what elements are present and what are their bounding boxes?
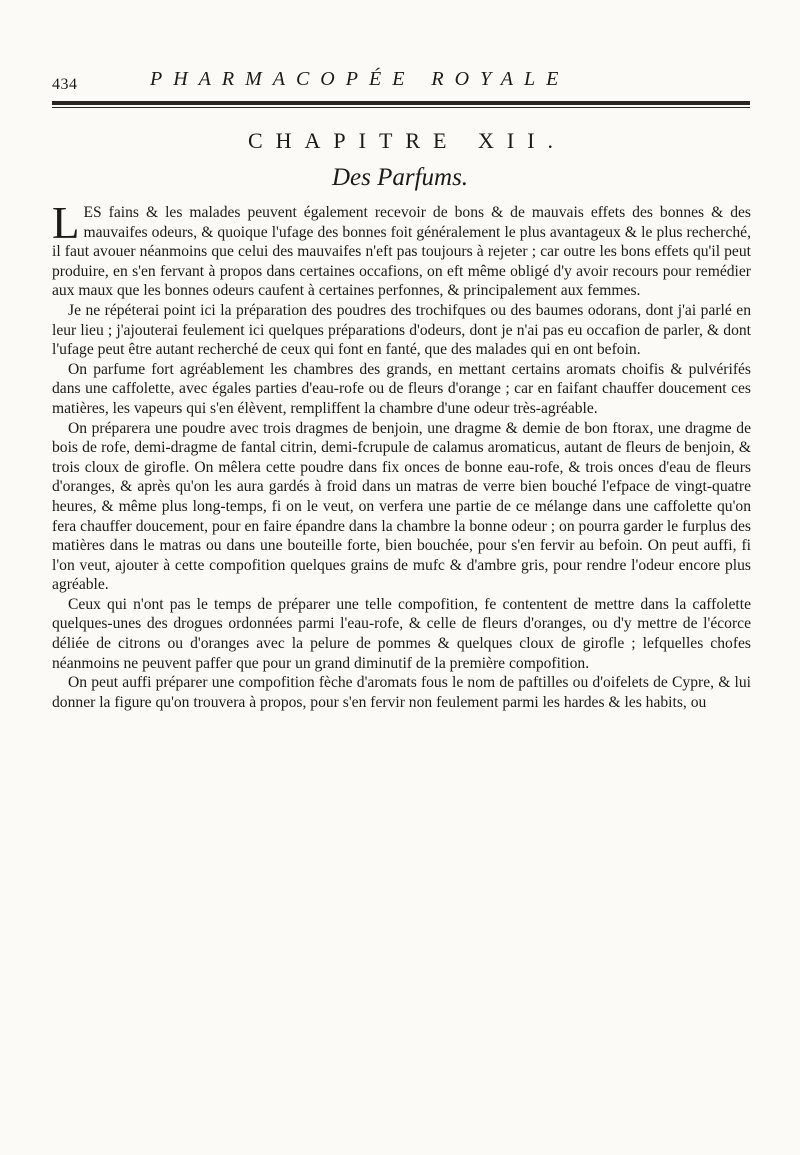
body-text [52, 198, 751, 712]
paragraph: On parfume fort agréablement les chambres des grands, en mettant certains aromats choifis & pulvérifés dans une caffolette, avec égales parties d'eau-rofe ou de fleurs d'orange ; car en faifant chauffer doucement ces matières, les vapeurs qui s'en élèvent, rempliffent la chambre d'une odeur très-agréable. [52, 360, 751, 417]
header-rule-thick [52, 101, 750, 105]
paragraph [52, 198, 751, 301]
paragraph: On peut auffi préparer une compofition fèche d'aromats fous le nom de paftilles ou d'oifelets de Cypre, & lui donner la figure qu'on trouvera à propos, pour s'en fervir non feulement parmi les hardes & les habits, ou [52, 674, 751, 711]
section-title: Des Parfums. [331, 164, 469, 191]
paragraph: Ceux qui n'ont pas le temps de préparer une telle compofition, fe contentent de mettre dans la caffolette quelques-unes des drogues ordonnées parmi l'eau-rofe, & celle de fleurs d'oranges, ou d'y mettre de l'écorce déliée de citrons ou d'oranges avec la pelure de pommes & quelques cloux de girofle ; lefquelles chofes néanmoins ne peuvent paffer que pour un grand diminutif de la première compofition. [52, 595, 751, 672]
paragraph: Je ne répéterai point ici la préparation des poudres des trochifques ou des baumes odorans, dont j'ai parlé en leur lieu ; j'ajouterai feulement ici quelques préparations d'odeurs, dont je n'ai pas eu occafion de parler, & dont l'ufage peut être autant recherché de ceux qui font en fanté, que des malades qui en ont befoin. [52, 301, 751, 359]
paragraph-text: ES fains & les malades peuvent également recevoir de bons & de mauvais effets des bonnes & des mauvaifes odeurs, & quoique l'ufage des bonnes foit généralement le plus avantageux & le plus recherché, il faut avouer néanmoins que celui des mauvaifes n'eft pas toujours à rejeter ; car outre les bons effets qu'il peut produire, en s'en fervant à propos dans certaines occafions, on eft même obligé d'y avoir recours pour remédier aux maux que les bonnes odeurs caufent à certaines perfonnes, & principalement aux femmes. [52, 204, 751, 300]
page-number: 434 [52, 76, 78, 93]
chapter-heading: CHAPITRE XII. [247, 128, 567, 153]
running-title: PHARMACOPÉE ROYALE [150, 68, 570, 90]
header-rule-thin [52, 107, 750, 108]
drop-cap: L [52, 198, 80, 248]
paragraph: On préparera une poudre avec trois dragmes de benjoin, une dragme & demie de bon ftorax, une dragme de bois de rofe, demi-dragme de fantal citrin, demi-fcrupule de calamus aromaticus, autant de fleurs de benjoin, & trois cloux de girofle. On mêlera cette poudre dans fix onces de bonne eau-rofe, & trois onces d'eau de fleurs d'oranges, & après qu'on les aura gardés à froid dans un matras de verre bien bouché l'efpace de vingt-quatre heures, & même plus long-temps, fi on le veut, on verfera une partie de ce mélange dans une caffolette qu'on fera chauffer doucement, pour en faire épandre dans la chambre la bonne odeur ; on pourra garder le furplus des matières dans le matras ou dans une bouteille forte, bien bouchée, pour s'en fervir au befoin. On peut auffi, fi l'on veut, ajouter à cette compofition quelques grains de mufc & d'ambre gris, pour rendre l'odeur encore plus agréable. [52, 419, 751, 594]
